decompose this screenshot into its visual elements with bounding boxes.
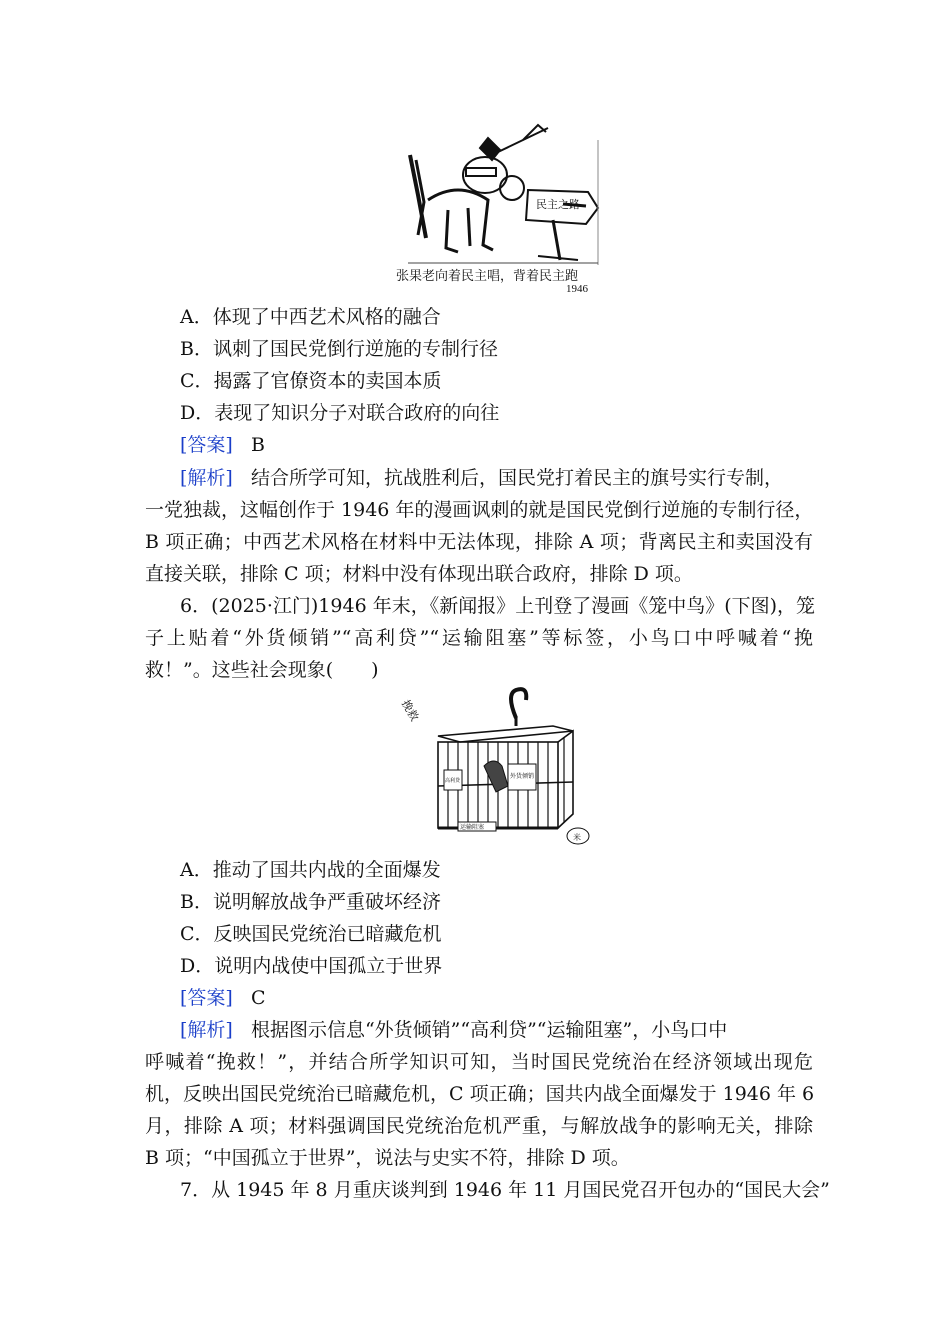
q5-analysis-line-2: 一党独裁，这幅创作于 1946 年的漫画讽刺的就是国民党倒行逆施的专制行径，	[145, 499, 814, 521]
q6-analysis-line-3: 机，反映出国民党统治已暗藏危机，C 项正确；国共内战全面爆发于 1946 年 6	[145, 1083, 815, 1105]
q5-analysis-line-1: [解析] 结合所学可知，抗战胜利后，国民党打着民主的旗号实行专制，	[180, 467, 783, 489]
cartoon-caption: 张果老向着民主唱，背着民主跑	[396, 268, 579, 283]
q6-option-b: B．说明解放战争严重破坏经济	[180, 891, 441, 913]
cartoon-year: 1946	[566, 283, 588, 295]
q6-answer	[180, 986, 266, 1010]
answer-label: [答案]	[180, 987, 233, 1009]
q7-stem-line-1: 7．从 1945 年 8 月重庆谈判到 1946 年 11 月国民党召开包办的“国民大会”	[180, 1179, 830, 1201]
q6-analysis-line-4: 月，排除 A 项；材料强调国民党统治危机严重，与解放战争的影响无关，排除	[145, 1115, 813, 1137]
q6-stem-line-2: 子上贴着“外货倾销”“高利贷”“运输阻塞”等标签，小鸟口中呼喊着“挽	[145, 627, 813, 649]
q6-option-a: A．推动了国共内战的全面爆发	[180, 859, 441, 881]
answer-value: C	[250, 987, 266, 1009]
q6-analysis-line-1: [解析] 根据图示信息“外货倾销”“高利贷”“运输阻塞”，小鸟口中	[180, 1019, 728, 1041]
cage-label-right: 外货倾销	[510, 774, 535, 780]
q6-analysis-line-2: 呼喊着“挽救！”，并结合所学知识可知，当时国民党统治在经济领域出现危	[145, 1051, 813, 1073]
q6-option-c: C．反映国民党统治已暗藏危机	[180, 923, 442, 945]
cage-bird-shout: 挽救	[398, 698, 421, 724]
q6-option-d: D．说明内战使中国孤立于世界	[180, 955, 443, 977]
q5-option-c: C．揭露了官僚资本的卖国本质	[180, 370, 442, 392]
q6-stem-line-1: 6．(2025·江门)1946 年末，《新闻报》上刊登了漫画《笼中鸟》(下图)，笼	[180, 595, 816, 617]
answer-value: B	[250, 434, 265, 456]
q5-option-d: D．表现了知识分子对联合政府的向往	[180, 402, 500, 424]
cartoon-donkey-figure	[410, 125, 548, 252]
answer-label: [答案]	[180, 434, 233, 456]
q5-analysis-line-4: 直接关联，排除 C 项；材料中没有体现出联合政府，排除 D 项。	[145, 563, 693, 585]
q5-option-b: B．讽刺了国民党倒行逆施的专制行径	[180, 338, 498, 360]
cage-label-jar: 米	[573, 833, 581, 842]
cage-label-bottom: 运输阻塞	[460, 825, 485, 831]
q5-answer	[180, 433, 265, 457]
analysis-label: [解析]	[180, 1019, 233, 1041]
cartoon-bird-cage	[398, 686, 590, 848]
q6-stem-line-3: 救！”。这些社会现象( )	[145, 659, 379, 681]
analysis-label: [解析]	[180, 467, 233, 489]
q6-analysis-line-5: B 项；“中国孤立于世界”，说法与史实不符，排除 D 项。	[145, 1147, 630, 1169]
cage-label-left: 高利贷	[445, 779, 461, 784]
cartoon-zhangguolao	[388, 120, 603, 295]
q5-option-a: A．体现了中西艺术风格的融合	[180, 306, 441, 328]
q5-analysis-line-3: B 项正确；中西艺术风格在材料中无法体现，排除 A 项；背离民主和卖国没有	[145, 531, 813, 553]
cartoon-sign-text: 民主之路	[536, 199, 580, 211]
